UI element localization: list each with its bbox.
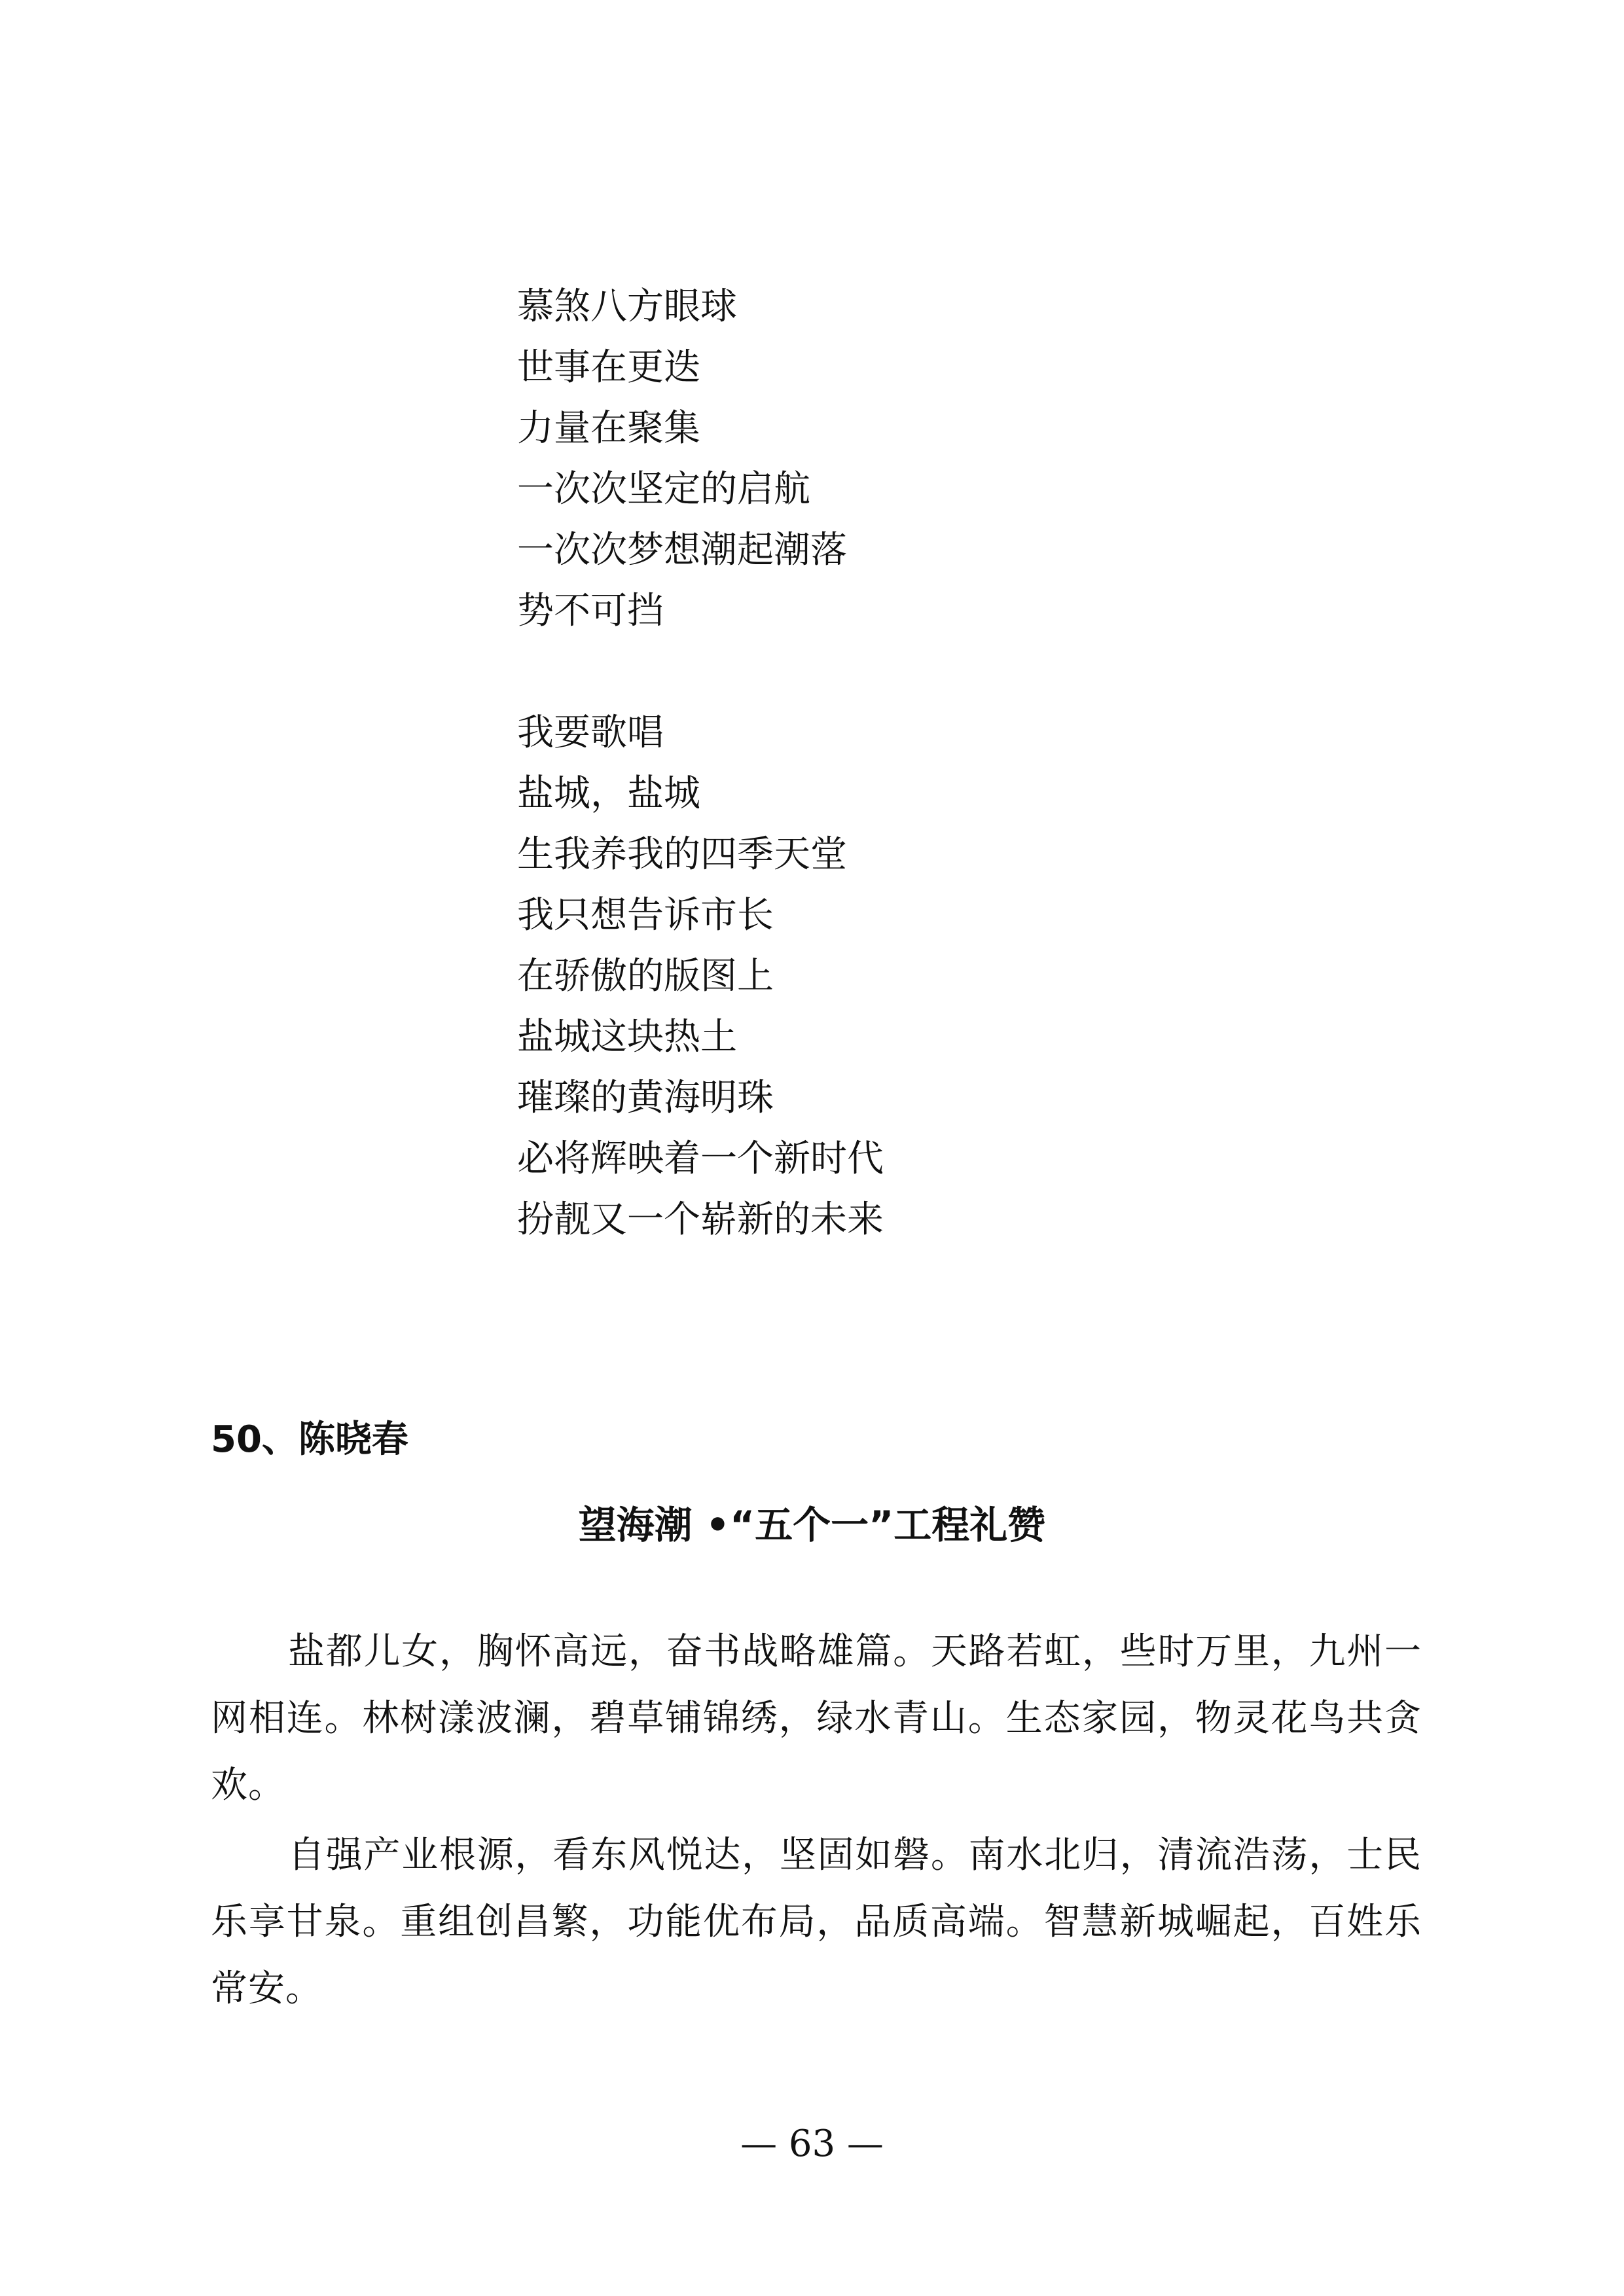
section-heading: 50、陈晓春	[211, 1418, 408, 1461]
poem-line: 一次次坚定的启航	[517, 468, 810, 511]
poem-line: 盐城这块热土	[517, 1016, 737, 1058]
poem-stanza-1	[517, 276, 884, 641]
poem-line: 盐城，盐城	[517, 772, 700, 815]
poem-stanza-2	[517, 702, 884, 1250]
poem-line: 我只想告诉市长	[517, 894, 774, 937]
poem	[517, 276, 884, 1250]
poem-line: 必将辉映着一个新时代	[517, 1138, 884, 1180]
poem-line: 璀璨的黄海明珠	[517, 1077, 774, 1119]
poem-line: 世事在更迭	[517, 346, 700, 389]
paragraph: 盐都儿女，胸怀高远，奋书战略雄篇。天路若虹，些时万里，九州一网相连。林树漾波澜，碧草铺锦绣，绿水青山。生态家园，物灵花鸟共贪欢。	[211, 1630, 1422, 1806]
poem-line: 生我养我的四季天堂	[517, 833, 847, 876]
prose-body	[211, 1619, 1422, 2026]
page-number: — 63 —	[740, 2123, 884, 2165]
poem-line: 在骄傲的版图上	[517, 955, 774, 997]
poem-line: 我要歌唱	[517, 711, 664, 754]
poem-line: 力量在聚集	[517, 407, 700, 450]
poem-line: 势不可挡	[517, 590, 664, 632]
poem-line: 慕煞八方眼球	[517, 285, 737, 328]
poem-line: 一次次梦想潮起潮落	[517, 529, 847, 571]
poem-line: 扮靓又一个崭新的未来	[517, 1198, 884, 1241]
paragraph: 自强产业根源，看东风悦达，坚固如磐。南水北归，清流浩荡，士民乐享甘泉。重组创昌繁，功能优布局，品质高端。智慧新城崛起，百姓乐常安。	[211, 1834, 1422, 2010]
stanza-gap	[517, 641, 884, 702]
poem-title: 望海潮 •“五个一”工程礼赞	[578, 1503, 1046, 1547]
